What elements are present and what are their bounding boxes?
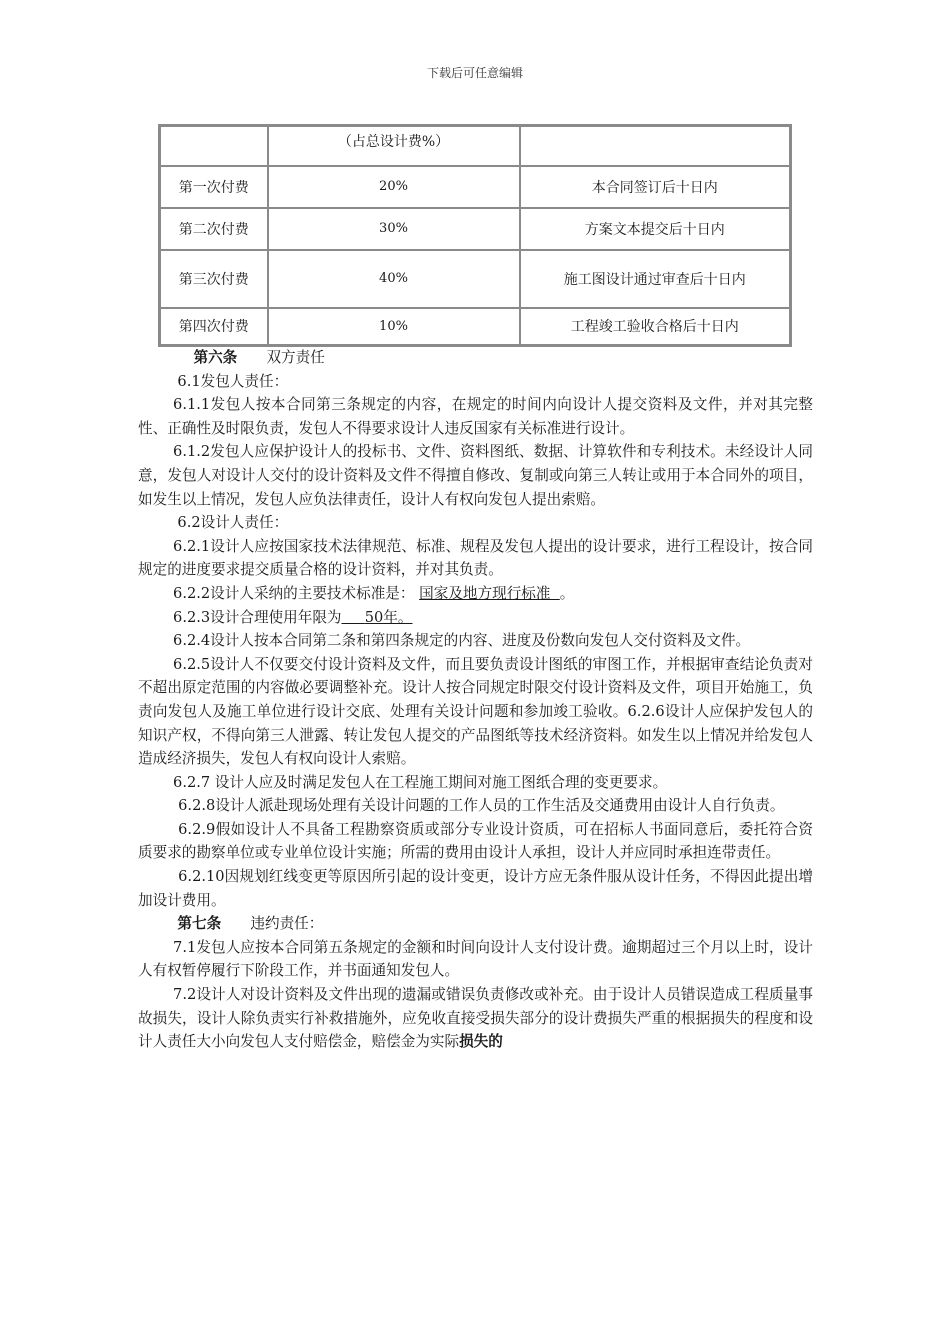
clause-6-2-3	[138, 606, 813, 630]
clause-text: 6.2.2设计人采纳的主要技术标准是：	[173, 584, 415, 602]
payment-percent: 40%	[268, 250, 520, 308]
technical-standard-value: 国家及地方现行标准	[419, 584, 551, 602]
contract-body	[138, 346, 813, 1054]
clause-text: 。	[559, 584, 575, 602]
article-7-heading	[138, 912, 813, 936]
table-row	[160, 166, 791, 208]
payment-label: 第一次付费	[160, 166, 268, 208]
table-row	[160, 308, 791, 346]
clause-7-1: 7.1发包人应按本合同第五条规定的金额和时间向设计人支付设计费。逾期超过三个月以上时，设计人有权暂停履行下阶段工作，并书面通知发包人。	[138, 938, 813, 980]
clause-6-1-2: 6.1.2发包人应保护设计人的投标书、文件、资料图纸、数据、计算软件和专利技术。未经设计人同意，发包人对设计人交付的设计资料及文件不得擅自修改、复制或向第三人转让或用于本合同外的项目，如发生以上情况，发包人应负法律责任，设计人有权向发包人提出索赔。	[138, 443, 813, 508]
clause-6-1-1: 6.1.1发包人按本合同第三条规定的内容，在规定的时间内向设计人提交资料及文件，并对其完整性、正确性及时限负责，发包人不得要求设计人违反国家有关标准进行设计。	[138, 396, 813, 437]
table-header-row	[160, 126, 791, 166]
service-life-value: 50年。	[364, 608, 413, 626]
clause-6-2-8: 6.2.8设计人派赴现场处理有关设计问题的工作人员的工作生活及交通费用由设计人自行负责。	[178, 797, 785, 815]
clause-7-2	[138, 983, 813, 1054]
payment-label: 第三次付费	[160, 250, 268, 308]
article-number: 第七条	[177, 915, 222, 933]
clause-text: 6.2.3设计合理使用年限为	[173, 608, 342, 626]
payment-label: 第二次付费	[160, 208, 268, 250]
payment-schedule-table	[158, 124, 792, 347]
payment-condition: 本合同签订后十日内	[520, 166, 791, 208]
article-title: 双方责任	[266, 349, 325, 366]
clause-bold-text: 损失的	[459, 1033, 503, 1051]
table-cell: （占总设计费%）	[268, 126, 520, 166]
payment-label: 第四次付费	[160, 308, 268, 346]
table-cell	[520, 126, 791, 166]
payment-condition: 施工图设计通过审查后十日内	[520, 250, 791, 308]
payment-percent: 30%	[268, 208, 520, 250]
payment-percent: 10%	[268, 308, 520, 346]
article-title: 违约责任：	[250, 915, 324, 933]
article-6-heading	[138, 346, 813, 370]
clause-6-2-2	[138, 582, 813, 606]
clause-6-2-10: 6.2.10因规划红线变更等原因所引起的设计变更，设计方应无条件服从设计任务，不得因此提出增加设计费用。	[138, 868, 813, 909]
clause-6-2-5: 6.2.5设计人不仅要交付设计资料及文件，而且要负责设计图纸的审图工作，并根据审查结论负责对不超出原定范围的内容做必要调整补充。设计人按合同规定时限交付设计资料及文件，项目开始施工，负责向发包人及施工单位进行设计交底、处理有关设计问题和参加竣工验收。6.2.6设计人应保护发包人的知识产权，不得向第三人泄露、转让发包人提交的产品图纸等技术经济资料。如发生以上情况并给发包人造成经济损失，发包人有权向设计人索赔。	[138, 655, 813, 768]
clause-6-2-4: 6.2.4设计人按本合同第二条和第四条规定的内容、进度及份数向发包人交付资料及文件。	[173, 632, 751, 650]
page-header: 下载后可任意编辑	[426, 66, 523, 80]
clause-6-2-1: 6.2.1设计人应按国家技术法律规范、标准、规程及发包人提出的设计要求，进行工程设计，按合同规定的进度要求提交质量合格的设计资料，并对其负责。	[138, 537, 813, 579]
clause-text: 7.2设计人对设计资料及文件出现的遗漏或错误负责修改或补充。由于设计人员错误造成工程质量事故损失，设计人除负责实行补救措施外，应免收直接受损失部分的设计费损失严重的根据损失的程度和设计人责任大小向发包人支付赔偿金，赔偿金为实际	[138, 986, 813, 1051]
table-row	[160, 250, 791, 308]
table-row	[160, 208, 791, 250]
clause-6-1: 6.1发包人责任：	[177, 372, 289, 390]
payment-condition: 工程竣工验收合格后十日内	[520, 308, 791, 346]
clause-6-2: 6.2设计人责任：	[177, 514, 289, 532]
payment-condition: 方案文本提交后十日内	[520, 208, 791, 250]
clause-6-2-7: 6.2.7 设计人应及时满足发包人在工程施工期间对施工图纸合理的变更要求。	[173, 773, 668, 791]
clause-6-2-9: 6.2.9假如设计人不具备工程勘察资质或部分专业设计资质，可在招标人书面同意后，委托符合资质要求的勘察单位或专业单位设计实施；所需的费用由设计人承担，设计人并应同时承担连带责任。	[138, 820, 813, 862]
article-number: 第六条	[193, 349, 238, 366]
payment-percent: 20%	[268, 166, 520, 208]
table-cell	[160, 126, 268, 166]
